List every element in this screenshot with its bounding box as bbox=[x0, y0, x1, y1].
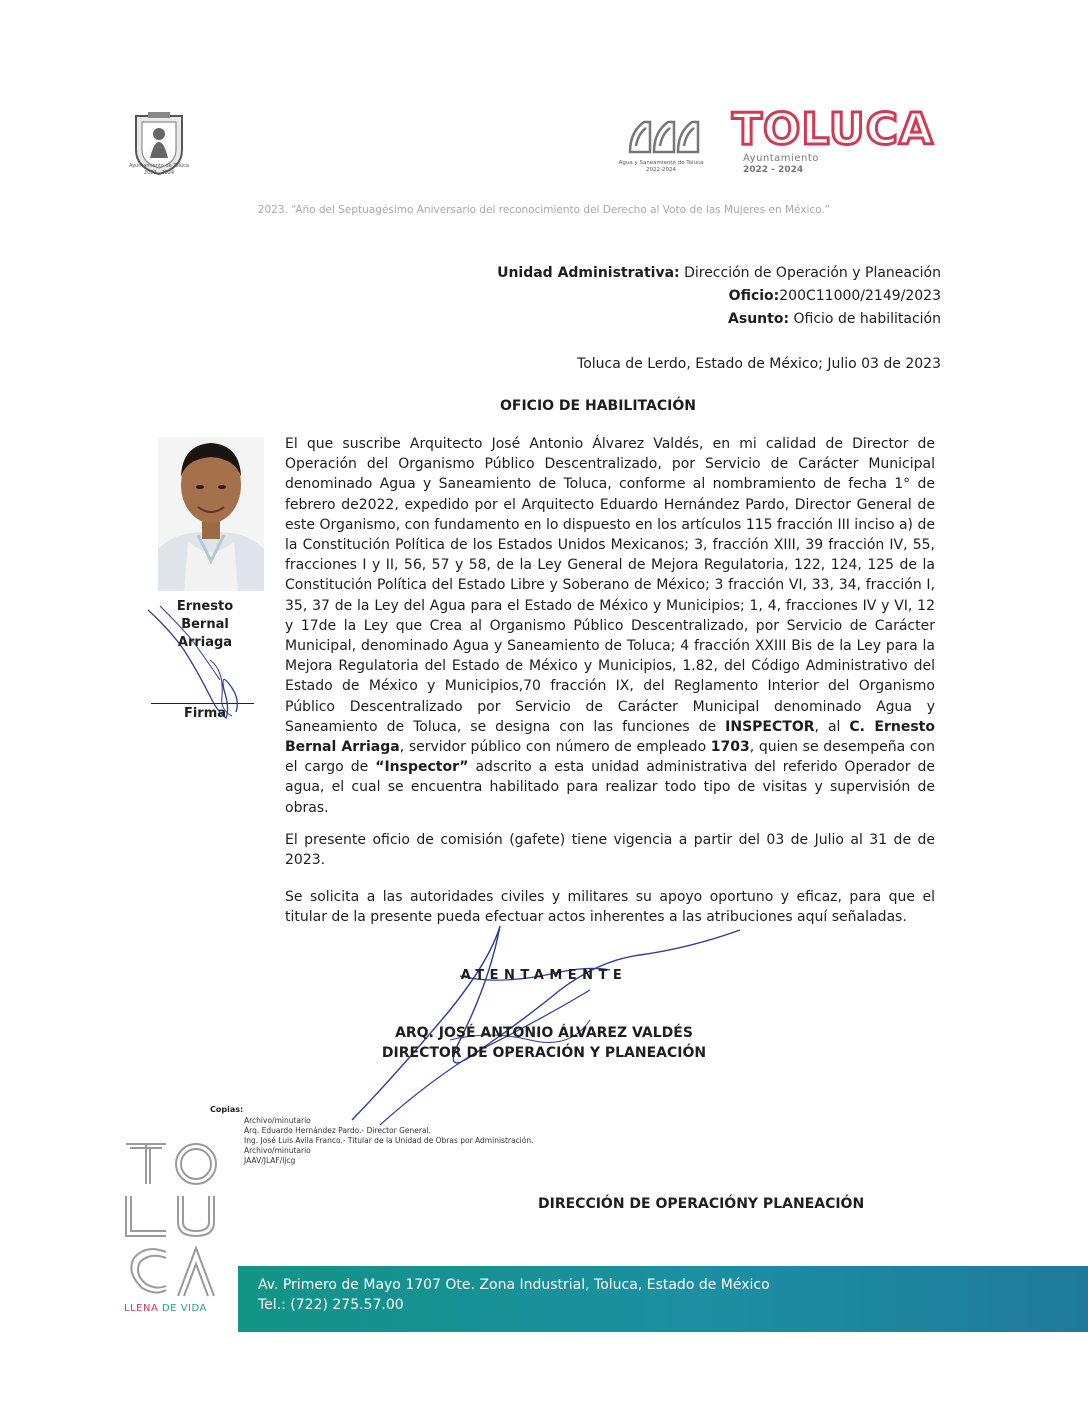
asunto bbox=[728, 311, 941, 327]
employee-number: 1703 bbox=[710, 739, 750, 756]
footer-address: Av. Primero de Mayo 1707 Ote. Zona Industrial, Toluca, Estado de México bbox=[258, 1277, 770, 1293]
employee-photo bbox=[158, 437, 264, 591]
body-text-i: adscrito a esta unidad administrativa del referido Operador de agua, el cual se encuentra habilitado para realizar todo tipo de visitas y supervisión de obras. bbox=[285, 759, 935, 816]
employee-name-line3: Arriaga bbox=[177, 635, 233, 650]
slogan-de: DE bbox=[161, 1303, 178, 1314]
crest-caption: Ayuntamiento de Toluca bbox=[129, 163, 189, 169]
copy-item: Archivo/minutario bbox=[244, 1146, 311, 1155]
body-paragraph-main bbox=[285, 434, 935, 818]
agua-years: 2022-2024 bbox=[646, 167, 676, 173]
copy-item: JAAV/JLAF/ljcg bbox=[244, 1156, 296, 1165]
document-title: OFICIO DE HABILITACIÓN bbox=[500, 398, 696, 414]
unidad-value: Dirección de Operación y Planeación bbox=[679, 265, 941, 281]
signer-name: ARQ. JOSÉ ANTONIO ÁLVAREZ VALDÉS bbox=[395, 1025, 693, 1041]
copies-label: Copias: bbox=[210, 1105, 244, 1114]
slogan-llena: LLENA bbox=[124, 1303, 159, 1314]
place-date: Toluca de Lerdo, Estado de México; Julio 03 de 2023 bbox=[577, 356, 941, 372]
department-footer: DIRECCIÓN DE OPERACIÓNY PLANEACIÓN bbox=[538, 1196, 865, 1212]
asunto-label: Asunto: bbox=[728, 311, 790, 327]
year-motto: 2023. “Año del Septuagésimo Aniversario del reconocimiento del Derecho al Voto de las Mujeres en México.” bbox=[257, 204, 831, 216]
employee-name-bold: C. Ernesto Bernal Arriaga bbox=[285, 718, 935, 756]
body-paragraph-validity: El presente oficio de comisión (gafete) tiene vigencia a partir del 03 de Julio al 31 de de 2023. bbox=[285, 832, 935, 869]
employee-name-line2: Bernal bbox=[181, 617, 229, 632]
employee-signature bbox=[140, 600, 260, 720]
atentamente: ATENTAMENTE bbox=[460, 968, 628, 983]
ayuntamiento-years: 2022 - 2024 bbox=[743, 165, 804, 175]
agua-caption: Agua y Saneamiento de Toluca bbox=[618, 160, 704, 166]
crest-years: 2022 · 2024 bbox=[143, 170, 175, 176]
inspector-role: INSPECTOR bbox=[725, 718, 815, 735]
slogan-vida: VIDA bbox=[180, 1303, 207, 1314]
copy-item: Archivo/minutario bbox=[244, 1116, 311, 1125]
unidad-label: Unidad Administrativa: bbox=[497, 265, 680, 281]
body-text-e: , servidor público con número de empleado bbox=[399, 739, 711, 756]
body-text-a: El que suscribe Arquitecto José Antonio Álvarez Valdés, en mi calidad de Director de Operación del Organismo Público Descentralizado, por Servicio de Carácter Municipal denominado Agua y Saneamiento de Toluca, conforme al nombramiento de fecha 1° de febrero de2022, expedido por el Arquitecto Eduardo Hernández Pardo, Director General de este Organismo, con fundamento en lo dispuesto en los artículos 115 fracción III inciso a) de la Constitución Política de los Estados Unidos Mexicanos; 3, fracción XIII, 39 fracción IV, 55, fracciones I y II, 56, 57 y 58, de la Ley General de Mejora Regulatoria, 122, 124, 125 de la Constitución Política del Estado Libre y Soberano de México; 3 fracción VI, 33, 34, fracción I, 35, 37 de la Ley del Agua para el Estado de México y Municipios; 1, 4, fracciones IV y VI, 12 y 17de la Ley que Crea al Organismo Público Descentralizado, por Servicio de Carácter Municipal, denominado Agua y Saneamiento de Toluca; 4 fracción XXIII Bis de la Ley para la Mejora Regulatoria del Estado de México y Municipios, 1.82, del Código Administrativo del Estado de México y Municipios,70 fracción IX, del Reglamento Interior del Organismo Público Descentralizado por Servicio de Carácter Municipal denominado Agua y Saneamiento de Toluca, se designa con las funciones de bbox=[285, 436, 935, 735]
signer-title: DIRECTOR DE OPERACIÓN Y PLANEACIÓN bbox=[381, 1045, 707, 1061]
body-text-g: , quien se desempeña con el cargo de bbox=[285, 739, 935, 776]
position-title: “Inspector” bbox=[375, 759, 469, 776]
agua-saneamiento-logo bbox=[624, 112, 712, 160]
asunto-value: Oficio de habilitación bbox=[789, 311, 941, 327]
body-paragraph-request: Se solicita a las autoridades civiles y militares su apoyo oportuno y eficaz, para que el titular de la presente pueda efectuar actos inherentes a las atribuciones aquí señaladas. bbox=[285, 889, 935, 926]
toluca-brand: TOLUCA bbox=[732, 104, 934, 155]
toluca-vertical-logo bbox=[122, 1140, 222, 1300]
body-text-c: , al bbox=[814, 718, 850, 735]
oficio-value: 200C11000/2149/2023 bbox=[779, 288, 941, 304]
llena-de-vida-slogan bbox=[124, 1303, 207, 1314]
oficio-label: Oficio: bbox=[728, 288, 780, 304]
copy-item: Ing. José Luis Avila Franco.- Titular de la Unidad de Obras por Administración. bbox=[244, 1136, 534, 1145]
employee-name-line1: Ernesto bbox=[176, 599, 234, 614]
unidad-administrativa bbox=[497, 265, 941, 281]
oficio-number bbox=[729, 288, 941, 304]
firma-label: Firma bbox=[183, 706, 227, 721]
footer-phone: Tel.: (722) 275.57.00 bbox=[258, 1297, 404, 1313]
ayuntamiento-label: Ayuntamiento bbox=[743, 153, 819, 164]
copy-item: Arq. Eduardo Hernández Pardo.- Director General. bbox=[244, 1126, 432, 1135]
